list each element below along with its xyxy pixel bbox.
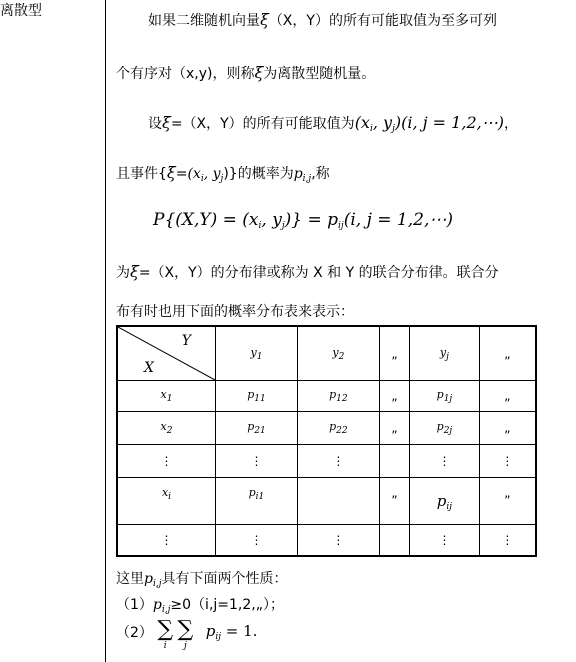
table-cell: $p_{2j}$ xyxy=(410,412,480,445)
header-cell: $y_2$ xyxy=(297,326,379,381)
table-cell: $p_{ij}$ xyxy=(410,478,480,525)
table-cell: $p_{22}$ xyxy=(297,412,379,445)
table-cell xyxy=(297,478,379,525)
table-row xyxy=(117,445,536,478)
pij-sum-equals-one: $p_{ij} = 1$. xyxy=(205,622,258,642)
para1-line2: 个有序对（x,y)，则称ξ为离散型随机量。 xyxy=(116,63,376,82)
column-divider xyxy=(105,0,106,662)
header-cell: $y_1$ xyxy=(216,326,298,381)
sum-over-j: ∑ j xyxy=(177,617,194,651)
table-corner-cell xyxy=(117,326,216,381)
para3-line: 且事件{$\xi=(x_i$, $y_j$)}的概率为$p_{i,j}$,称 xyxy=(116,163,330,184)
table-cell: ⋮ xyxy=(216,525,298,557)
table-cell xyxy=(379,525,409,557)
category-label: 离散型 xyxy=(0,3,42,19)
joint-distribution-formula: $P\{(X,Y) = (x_i$, $y_j)\} = p_{ij}(i$, j = 1,2,⋯) xyxy=(153,210,453,231)
table-cell: ⋮ xyxy=(479,525,536,557)
header-cell: $y_j$ xyxy=(410,326,480,381)
para1-line1: 如果二维随机向量ξ（X，Y）的所有可能取值为至多可列 xyxy=(148,10,497,29)
property-1: $(1)p_{i,j}\ge 0(i,j=1,2,„)$； xyxy=(116,597,284,615)
xi-symbol: ξ xyxy=(254,63,264,82)
property-2: （2） ∑ i ∑ j $p_{ij} = 1$. xyxy=(116,622,257,654)
para4-line1: 为ξ=（X，Y）的分布律或称为 X 和 Y 的联合分布律。联合分 xyxy=(116,262,499,281)
table-cell: „ xyxy=(379,412,409,445)
table-cell: $p_{21}$ xyxy=(216,412,298,445)
xi-symbol: ξ xyxy=(260,10,269,29)
table-row xyxy=(117,525,536,557)
row-label-cell: $x_i$ xyxy=(117,478,216,525)
table-header-row xyxy=(117,326,536,381)
table-row xyxy=(117,412,536,445)
table-cell: ⋮ xyxy=(297,445,379,478)
value-set: ($x_i$, $y_j)(i$, j = 1,2,⋯) xyxy=(354,113,504,134)
table-cell: ⋮ xyxy=(297,525,379,557)
xi-symbol: ξ xyxy=(162,113,171,132)
table-cell: ⋮ xyxy=(117,445,216,478)
table-cell: ⋮ xyxy=(117,525,216,557)
row-label-cell: $x_1$ xyxy=(117,381,216,412)
probability-distribution-table xyxy=(116,325,537,557)
header-cell: „ xyxy=(479,326,536,381)
table-cell: „ xyxy=(379,381,409,412)
xi-symbol: ξ xyxy=(130,262,139,281)
table-cell: ⋮ xyxy=(410,445,480,478)
table-cell: $p_{12}$ xyxy=(297,381,379,412)
row-label-cell: $x_2$ xyxy=(117,412,216,445)
para4-line2: 布有时也用下面的概率分布表来表示： xyxy=(116,304,354,320)
para5-line: 这里$p_{i,j}$具有下面两个性质： xyxy=(116,571,288,589)
table-row xyxy=(117,478,536,525)
table-cell: $p_{1j}$ xyxy=(410,381,480,412)
table-cell: „ xyxy=(379,478,409,525)
table-cell: „ xyxy=(479,381,536,412)
para2-line: 设ξ=（X，Y）的所有可能取值为($x_i$, $y_j)(i$, j = 1,2,⋯)， xyxy=(148,113,518,134)
table-cell: $p_{i1}$ xyxy=(216,478,298,525)
table-cell: ⋮ xyxy=(479,445,536,478)
table-cell xyxy=(379,445,409,478)
table-cell: „ xyxy=(479,478,536,525)
table-cell: ⋮ xyxy=(410,525,480,557)
header-cell: „ xyxy=(379,326,409,381)
corner-x-label: X xyxy=(144,360,154,376)
corner-y-label: Y xyxy=(181,333,191,349)
xi-symbol: ξ xyxy=(166,163,176,182)
diagonal-line xyxy=(118,327,215,380)
table-cell: $p_{11}$ xyxy=(216,381,298,412)
table-cell: ⋮ xyxy=(216,445,298,478)
sum-over-i: ∑ i xyxy=(157,617,174,651)
table-row xyxy=(117,381,536,412)
table-cell: „ xyxy=(479,412,536,445)
